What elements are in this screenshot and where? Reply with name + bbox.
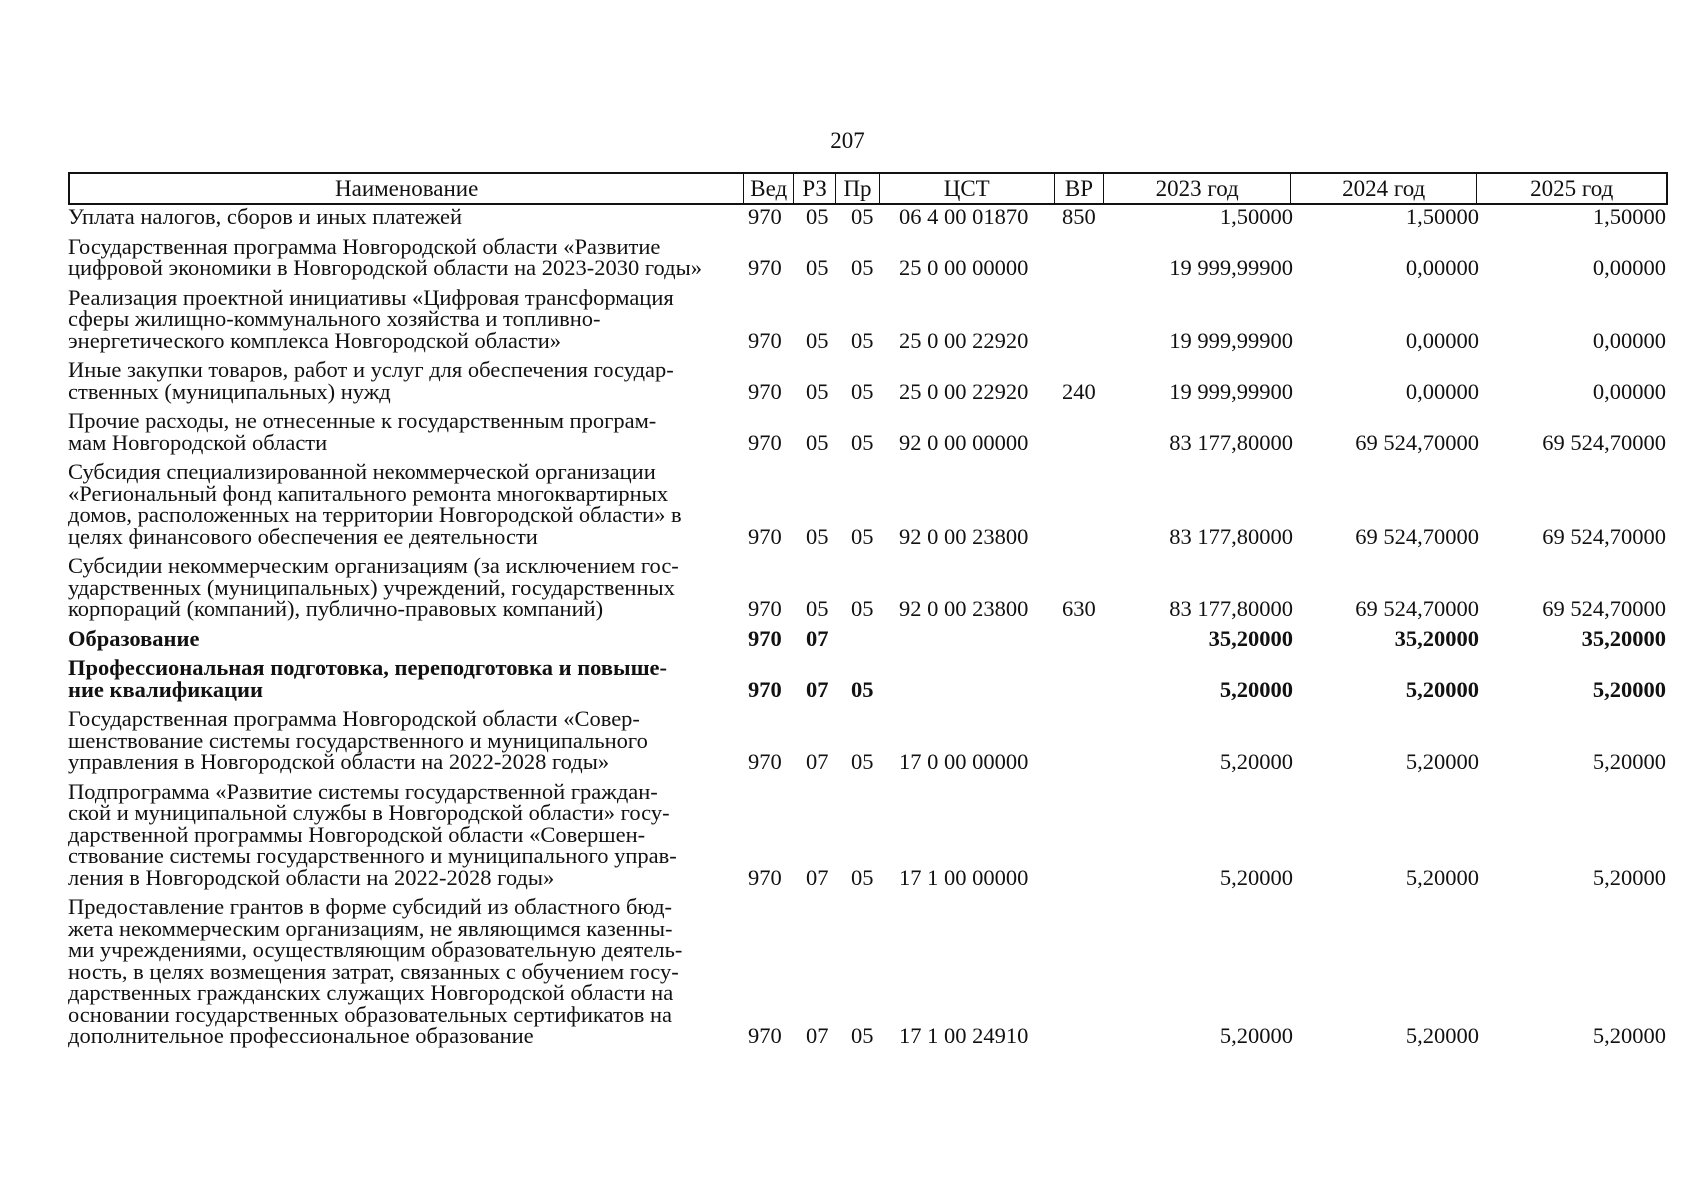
row-2025: 0,00000 [1592,378,1666,404]
table-row [68,233,1668,280]
row-2024: 1,50000 [1405,204,1479,229]
row-cst: 17 1 00 00000 [899,864,1029,890]
row-name-line: управления в Новгородской области на 2022-2028 годы» [68,749,610,774]
row-2023: 83 177,80000 [1169,596,1293,621]
row-2025: 5,20000 [1592,864,1666,890]
header-2023: 2023 год [1104,174,1291,203]
row-name-line: Образование [68,625,200,651]
row-pr: 05 [851,255,874,280]
row-2023: 1,50000 [1219,204,1293,229]
row-ved: 970 [748,429,782,455]
row-name-line: ность, в целях возмещения затрат, связанных с обучением госу- [68,958,679,984]
row-name [68,359,748,402]
row-2023: 5,20000 [1219,864,1293,890]
row-name-line: Профессиональная подготовка, переподготовка и повыше- [68,655,668,680]
row-2023: 19 999,99900 [1169,378,1293,404]
row-name-line: домов, расположенных на территории Новгородской области» в [68,502,682,527]
row-2025: 69 524,70000 [1542,429,1666,455]
header-ved: Вед [744,174,794,203]
row-cst: 17 1 00 24910 [899,1023,1029,1048]
row-name [68,410,748,453]
row-2025: 5,20000 [1592,676,1666,702]
row-rz: 05 [806,255,829,280]
row-2025: 0,00000 [1592,255,1666,280]
row-name [68,206,748,228]
row-name-line: Субсидии некоммерческим организациям (за исключением гос- [68,553,679,578]
row-ved: 970 [748,625,782,651]
header-2025: 2025 год [1530,175,1614,201]
row-2024: 0,00000 [1405,255,1479,280]
row-name [68,555,748,620]
row-pr: 05 [851,1023,874,1048]
table-header [68,172,1668,205]
row-rz: 05 [806,523,829,549]
table-row [68,778,1668,890]
row-pr: 05 [851,749,874,774]
row-2025: 1,50000 [1592,204,1666,229]
row-name-line: ние квалификации [68,676,263,702]
table-row [68,625,1668,651]
row-name-line: Предоставление грантов в форме субсидий из областного бюд- [68,894,673,919]
row-cst: 25 0 00 00000 [899,255,1029,280]
row-name-line: Государственная программа Новгородской области «Развитие [68,233,661,259]
row-name-line: цифровой экономики в Новгородской области на 2023-2030 годы» [68,255,702,280]
row-vr: 240 [1062,378,1096,404]
row-name-line: целях финансового обеспечения ее деятельности [68,523,538,549]
row-2024: 69 524,70000 [1355,523,1479,549]
row-name [68,657,748,700]
row-2024: 5,20000 [1405,676,1479,702]
row-2024: 69 524,70000 [1355,596,1479,621]
row-cst: 25 0 00 22920 [899,378,1029,404]
row-pr: 05 [851,378,874,404]
row-ved: 970 [748,255,782,280]
row-cst: 92 0 00 23800 [899,596,1029,621]
row-name [68,461,748,547]
row-2025: 5,20000 [1592,749,1666,774]
row-name-line: мам Новгородской области [68,429,328,455]
row-pr: 05 [851,327,874,353]
row-name-line: ми учреждениями, осуществляющим образовательную деятель- [68,937,683,962]
row-name-line: «Региональный фонд капитального ремонта многоквартирных [68,480,669,506]
row-name [68,284,748,353]
row-name-line: шенствование системы государственного и муниципального [68,727,648,753]
header-pr: Пр [836,174,880,203]
header-cst: ЦСТ [880,174,1055,203]
row-name [68,778,748,890]
row-name-line: дарственных гражданских служащих Новгородской области на [68,980,674,1005]
header-vr: ВР [1055,174,1105,203]
row-2024: 5,20000 [1405,1023,1479,1048]
row-rz: 05 [806,429,829,455]
row-name-line: Субсидия специализированной некоммерческой организации [68,459,656,484]
row-name-line: Подпрограмма «Развитие системы государственной граждан- [68,778,658,804]
row-cst: 25 0 00 22920 [899,327,1029,353]
row-name [68,896,748,1047]
table-row [68,284,1668,353]
row-2025: 69 524,70000 [1542,596,1666,621]
table-row [68,657,1668,700]
page-number: 207 [830,128,865,153]
row-name-line: ления в Новгородской области на 2022-2028 годы» [68,864,555,890]
header-rz: РЗ [794,174,836,203]
row-2025: 35,20000 [1581,625,1666,651]
row-name-line: дополнительное профессиональное образование [68,1023,534,1048]
table-row [68,555,1668,620]
row-name [68,708,748,773]
row-rz: 07 [806,749,829,774]
row-pr: 05 [851,676,874,702]
row-name-line: ственных (муниципальных) нужд [68,378,391,404]
row-name-line: основании государственных образовательных сертификатов на [68,1001,672,1027]
row-cst: 06 4 00 01870 [899,204,1029,229]
row-ved: 970 [748,523,782,549]
row-cst: 92 0 00 23800 [899,523,1029,549]
row-rz: 05 [806,204,829,229]
row-name-line: Государственная программа Новгородской области «Совер- [68,706,640,731]
row-name [68,625,748,651]
row-rz: 05 [806,596,829,621]
row-2023: 19 999,99900 [1169,327,1293,353]
row-rz: 05 [806,378,829,404]
row-name-line: жета некоммерческим организациям, не являющимся казенны- [68,915,673,941]
row-2025: 5,20000 [1592,1023,1666,1048]
row-rz: 05 [806,327,829,353]
row-rz: 07 [806,676,829,702]
row-name-line: ствование системы государственного и муниципального управ- [68,843,677,868]
table-row [68,206,1668,228]
row-pr: 05 [851,523,874,549]
table-row [68,708,1668,773]
row-2024: 0,00000 [1405,327,1479,353]
row-ved: 970 [748,204,782,229]
header-name: Наименование [70,174,744,203]
row-2025: 69 524,70000 [1542,523,1666,549]
row-name-line: сферы жилищно-коммунального хозяйства и топливно- [68,306,601,331]
row-2025: 0,00000 [1592,327,1666,353]
row-name [68,233,748,280]
table-row [68,896,1668,1047]
row-ved: 970 [748,864,782,890]
row-2023: 5,20000 [1219,676,1293,702]
row-ved: 970 [748,596,782,621]
row-name-line: дарственной программы Новгородской области «Совершен- [68,821,646,847]
row-2024: 5,20000 [1405,864,1479,890]
row-2023: 83 177,80000 [1169,523,1293,549]
table-row [68,461,1668,547]
row-pr: 05 [851,429,874,455]
row-pr: 05 [851,204,874,229]
header-2024: 2024 год [1291,174,1478,203]
row-name-line: энергетического комплекса Новгородской области» [68,327,562,353]
row-2024: 69 524,70000 [1355,429,1479,455]
row-2023: 19 999,99900 [1169,255,1293,280]
row-vr: 630 [1062,596,1096,621]
row-name-line: ударственных (муниципальных) учреждений, государственных [68,574,675,600]
row-rz: 07 [806,625,829,651]
row-2023: 83 177,80000 [1169,429,1293,455]
row-name-line: корпораций (компаний), публично-правовых компаний) [68,596,604,621]
row-ved: 970 [748,1023,782,1048]
row-name-line: Прочие расходы, не отнесенные к государственным програм- [68,408,657,433]
row-ved: 970 [748,676,782,702]
row-name-line: ской и муниципальной службы в Новгородской области» госу- [68,800,670,825]
row-name-line: Уплата налогов, сборов и иных платежей [68,204,463,229]
row-2024: 5,20000 [1405,749,1479,774]
row-vr: 850 [1062,204,1096,229]
row-ved: 970 [748,749,782,774]
row-2024: 0,00000 [1405,378,1479,404]
table-body [68,206,1668,1055]
table-row [68,359,1668,402]
row-ved: 970 [748,327,782,353]
row-cst: 92 0 00 00000 [899,429,1029,455]
row-ved: 970 [748,378,782,404]
table-row [68,410,1668,453]
row-pr: 05 [851,864,874,890]
row-name-line: Реализация проектной инициативы «Цифровая трансформация [68,284,674,310]
row-2023: 5,20000 [1219,1023,1293,1048]
row-2024: 35,20000 [1394,625,1479,651]
row-cst: 17 0 00 00000 [899,749,1029,774]
row-name-line: Иные закупки товаров, работ и услуг для обеспечения государ- [68,357,674,382]
row-rz: 07 [806,1023,829,1048]
row-2023: 5,20000 [1219,749,1293,774]
row-2023: 35,20000 [1208,625,1293,651]
row-rz: 07 [806,864,829,890]
row-pr: 05 [851,596,874,621]
